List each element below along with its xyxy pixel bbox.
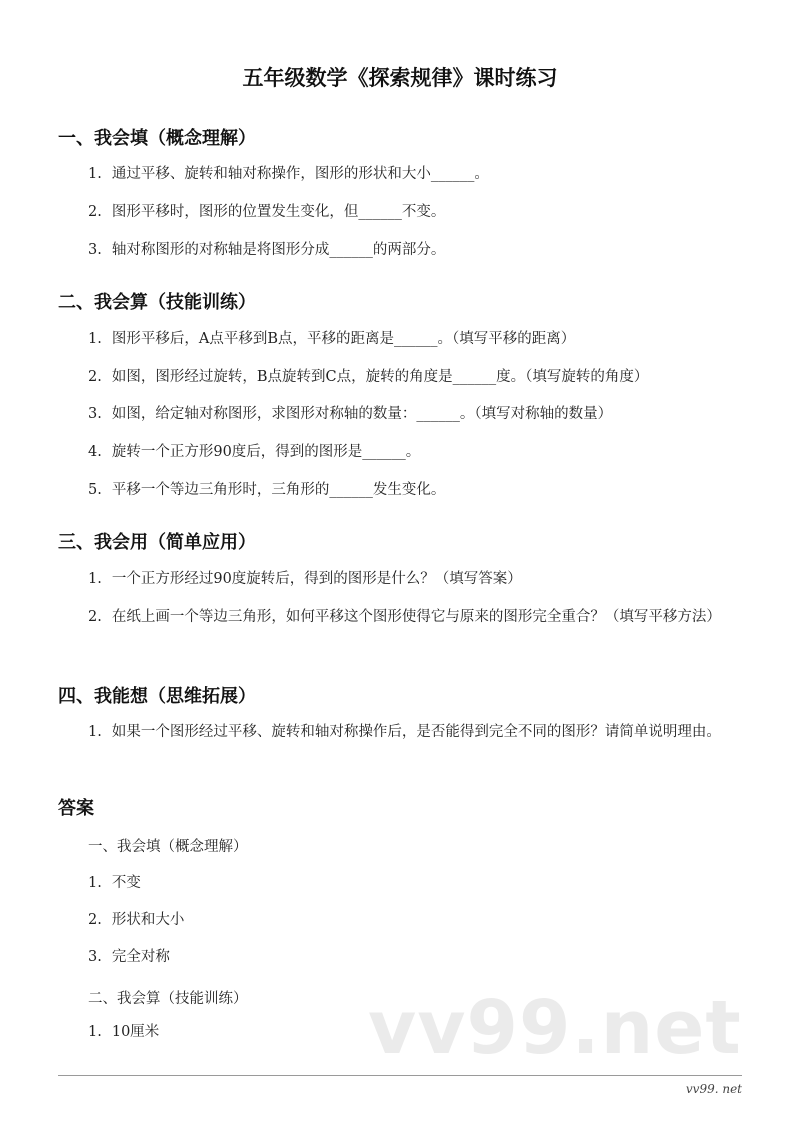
question-item — [58, 476, 748, 504]
question-number: 3. — [88, 406, 102, 422]
question-item — [58, 325, 748, 353]
question-text: 如果一个图形经过平移、旋转和轴对称操作后，是否能得到完全不同的图形？请简单说明理由。 — [111, 724, 721, 740]
answer-text: 形状和大小 — [111, 912, 185, 928]
question-text: 图形平移时，图形的位置发生变化，但______不变。 — [111, 204, 446, 220]
question-text: 一个正方形经过90度旋转后，得到的图形是什么？（填写答案） — [111, 571, 522, 587]
answers-subheading-1 — [58, 835, 248, 856]
question-number: 2. — [88, 204, 102, 220]
question-item — [58, 400, 748, 428]
question-number: 5. — [88, 482, 102, 498]
question-item — [58, 160, 748, 188]
footer-site-label: vv99. net — [685, 1082, 742, 1096]
question-text: 平移一个等边三角形时，三角形的______发生变化。 — [111, 482, 446, 498]
question-number: 2. — [88, 369, 102, 385]
section-heading-3: 三、我会用（简单应用） — [58, 532, 256, 553]
question-item — [58, 236, 748, 264]
answer-number: 3. — [88, 949, 102, 965]
question-text: 轴对称图形的对称轴是将图形分成______的两部分。 — [111, 242, 446, 258]
section-heading-1: 一、我会填（概念理解） — [58, 128, 256, 149]
question-text: 图形平移后，A点平移到B点，平移的距离是______。（填写平移的距离） — [111, 331, 576, 347]
question-number: 1. — [88, 331, 102, 347]
question-item — [58, 198, 748, 226]
question-number: 3. — [88, 242, 102, 258]
question-item — [58, 565, 748, 593]
answer-item — [58, 943, 748, 971]
answers-subheading-text: 一、我会填（概念理解） — [88, 839, 248, 855]
answer-item — [58, 906, 748, 934]
question-text: 如图，给定轴对称图形，求图形对称轴的数量：______。（填写对称轴的数量） — [111, 406, 613, 422]
answers-subheading-text: 二、我会算（技能训练） — [88, 991, 248, 1007]
question-item — [58, 438, 748, 466]
question-text: 在纸上画一个等边三角形，如何平移这个图形使得它与原来的图形完全重合？（填写平移方法） — [111, 609, 721, 625]
section-heading-4: 四、我能想（思维拓展） — [58, 686, 256, 707]
question-item — [58, 363, 748, 391]
question-text: 通过平移、旋转和轴对称操作，图形的形状和大小______。 — [111, 166, 489, 182]
watermark: vv99.net — [368, 985, 742, 1071]
answer-number: 1. — [88, 875, 102, 891]
question-text: 旋转一个正方形90度后，得到的图形是______。 — [111, 444, 421, 460]
section-heading-2: 二、我会算（技能训练） — [58, 292, 256, 313]
question-number: 1. — [88, 166, 102, 182]
answer-text: 完全对称 — [111, 949, 170, 965]
answers-subheading-2 — [58, 987, 248, 1008]
question-item — [58, 718, 748, 746]
question-number: 4. — [88, 444, 102, 460]
answer-number: 1. — [88, 1024, 102, 1040]
question-number: 1. — [88, 724, 102, 740]
page-title: 五年级数学《探索规律》课时练习 — [242, 66, 558, 90]
question-item — [58, 603, 748, 631]
answer-item — [58, 869, 748, 897]
answers-heading: 答案 — [58, 798, 94, 819]
question-number: 1. — [88, 571, 102, 587]
answer-text: 不变 — [111, 875, 141, 891]
answer-text: 10厘米 — [111, 1024, 160, 1040]
question-number: 2. — [88, 609, 102, 625]
question-text: 如图，图形经过旋转，B点旋转到C点，旋转的角度是______度。（填写旋转的角度） — [111, 369, 649, 385]
answer-number: 2. — [88, 912, 102, 928]
footer-divider — [58, 1075, 742, 1076]
